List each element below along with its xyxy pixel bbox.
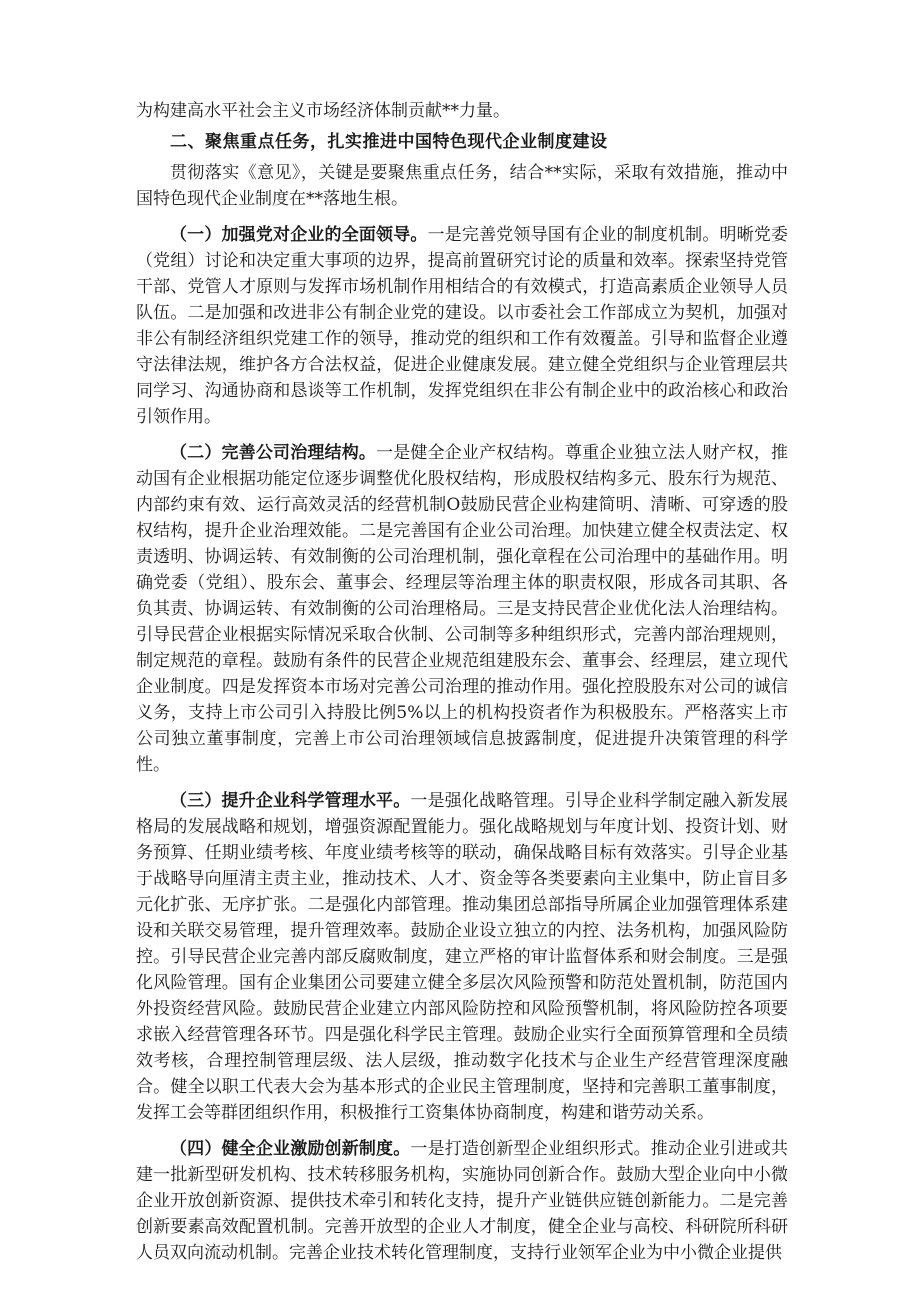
document-page	[136, 98, 788, 1266]
section-heading: 二、聚焦重点任务，扎实推进中国特色现代企业制度建设	[170, 132, 608, 152]
item-3-body: 一是强化战略管理。引导企业科学制定融入新发展格局的发展战略和规划，增强资源配置能力。强化战略规划与年度计划、投资计划、财务预算、任期业绩考核、年度业绩考核等的联动，确保战略目标有效落实。引导企业基于战略导向厘清主责主业，推动技术、人才、资金等各类要素向主业集中，防止盲目多元化扩张、无序扩张。二是强化内部管理。推动集团总部指导所属企业加强管理体系建设和关联交易管理，提升管理效率。鼓励企业设立独立的内控、法务机构，加强风险防控。引导民营企业完善内部反腐败制度，建立严格的审计监督体系和财会制度。三是强化风险管理。国有企业集团公司要建立健全多层次风险预警和防范处置机制，防范国内外投资经营风险。鼓励民营企业建立内部风险防控和风险预警机制，将风险防控各项要求嵌入经营管理各环节。四是强化科学民主管理。鼓励企业实行全面预算管理和全员绩效考核，合理控制管理层级、法人层级，推动数字化技术与企业生产经营管理深度融合。健全以职工代表大会为基本形式的企业民主管理制度，坚持和完善职工董事制度，发挥工会等群团组织作用，积极推行工资集体协商制度，构建和谐劳动关系。	[136, 791, 789, 1123]
item-3-lead: （三）提升企业科学管理水平。	[170, 791, 411, 811]
item-4-paragraph	[136, 1136, 788, 1266]
item-1-body: 一是完善党领导国有企业的制度机制。明晰党委（党组）讨论和决定重大事项的边界，提高前置研究讨论的质量和效率。探索坚持党管干部、党管人才原则与发挥市场机制作用相结合的有效模式，打造高素质企业领导人员队伍。二是加强和改进非公有制企业党的建设。以市委社会工作部成立为契机，加强对非公有制经济组织党建工作的领导，推动党的组织和工作有效覆盖。引导和监督企业遵守法律法规，维护各方合法权益，促进企业健康发展。建立健全党组织与企业管理层共同学习、沟通协商和恳谈等工作机制，发挥党组织在非公有制企业中的政治核心和政治引领作用。	[136, 225, 789, 427]
item-4-lead: （四）健全企业激励创新制度。	[170, 1139, 411, 1159]
item-3-paragraph	[136, 788, 788, 1126]
item-2-body: 一是健全企业产权结构。尊重企业独立法人财产权，推动国有企业根据功能定位逐步调整优化股权结构，形成股权结构多元、股东行为规范、内部约束有效、运行高效灵活的经营机制O鼓励民营企业构建简明、清晰、可穿透的股权结构，提升企业治理效能。二是完善国有企业公司治理。加快建立健全权责法定、权责透明、协调运转、有效制衡的公司治理机制，强化章程在公司治理中的基础作用。明确党委（党组）、股东会、董事会、经理层等治理主体的职责权限，形成各司其职、各负其责、协调运转、有效制衡的公司治理格局。三是支持民营企业优化法人治理结构。引导民营企业根据实际情况采取合伙制、公司制等多种组织形式，完善内部治理规则，制定规范的章程。鼓励有条件的民营企业规范组建股东会、董事会、经理层，建立现代企业制度。四是发挥资本市场对完善公司治理的推动作用。强化控股股东对公司的诚信义务，支持上市公司引入持股比例5%以上的机构投资者作为积极股东。严格落实上市公司独立董事制度，完善上市公司治理领域信息披露制度，促进提升决策管理的科学性。	[136, 443, 789, 775]
item-1-lead: （一）加强党对企业的全面领导。	[170, 225, 428, 245]
item-2-paragraph	[136, 440, 788, 778]
item-2-lead: （二）完善公司治理结构。	[170, 443, 377, 463]
item-1-paragraph	[136, 222, 788, 430]
opening-line: 为构建高水平社会主义市场经济体制贡献**力量。	[136, 101, 510, 121]
item-4-body: 一是打造创新型企业组织形式。推动企业引进或共建一批新型研发机构、技术转移服务机构，实施协同创新合作。鼓励大型企业向中小微企业开放创新资源、提供技术牵引和转化支持，提升产业链供应链创新能力。二是完善创新要素高效配置机制。完善开放型的企业人才制度，健全企业与高校、科研院所科研人员双向流动机制。完善企业技术转化管理制度，支持行业领军企业为中小微企业提供	[136, 1139, 789, 1263]
intro-paragraph: 贯彻落实《意见》，关键是要聚焦重点任务，结合**实际，采取有效措施，推动中国特色现代企业制度在**落地生根。	[136, 163, 788, 209]
